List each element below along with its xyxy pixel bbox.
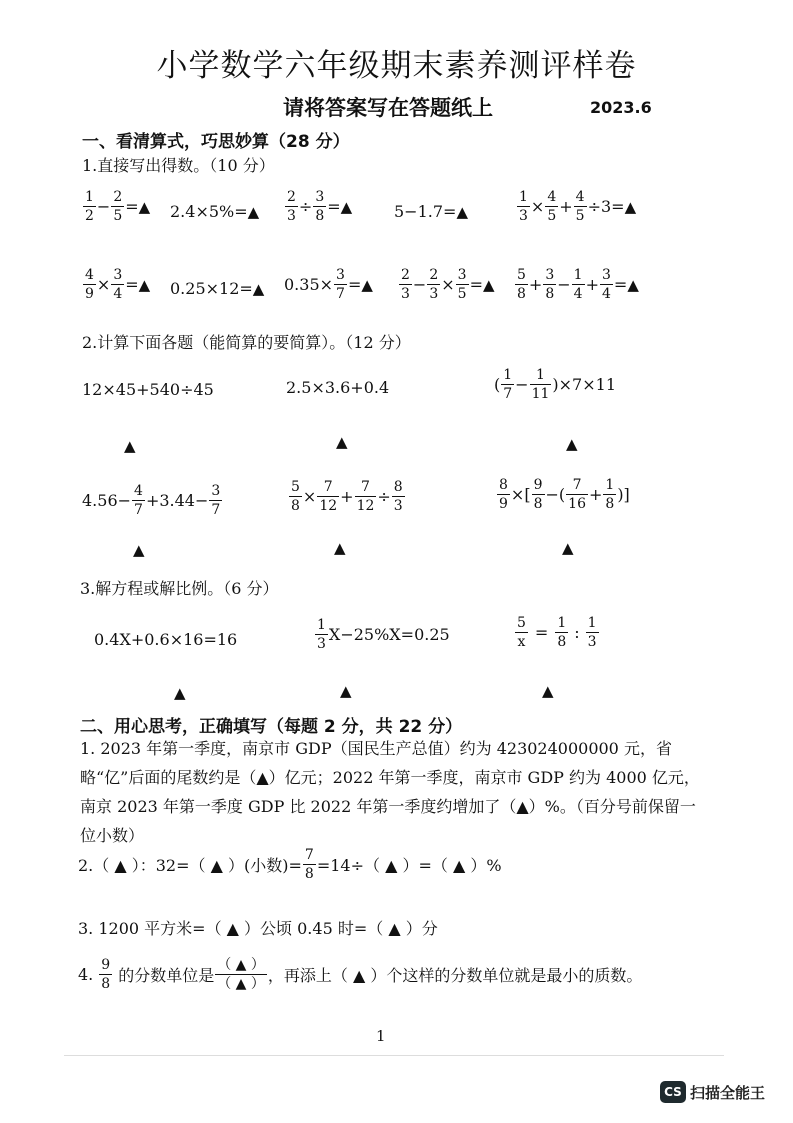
fraction: $\frac{7}{8}$ [304,847,314,882]
calc-6: $\frac{8}{9}$ ×[ $\frac{9}{8}$ −( $\frac{7}{16}$ + $\frac{1}{8}$ )] [499,477,630,512]
fraction: $\frac{7}{12}$ [356,479,375,514]
fraction: $\frac{1}{2}$ [85,189,94,224]
fraction: $\frac{2}{5}$ [113,189,123,224]
fraction: $\frac{1}{8}$ [605,477,615,512]
expr-8: 0.35× $\frac{3}{7}$ = ▲ [284,267,373,302]
answer-triangle: ▲ [124,437,136,455]
fraction: $\frac{5}{8}$ [517,267,526,302]
calc-4: 4.56− $\frac{4}{7}$ +3.44− $\frac{3}{7}$ [82,483,221,518]
expr-5: $\frac{1}{3}$ × $\frac{4}{5}$ + $\frac{4}{5}$ ÷3= ▲ [519,189,637,224]
answer-triangle: ▲ [624,197,637,216]
exam-date: 2023.6 [590,98,652,117]
expr-6: $\frac{4}{9}$ × $\frac{3}{4}$ = ▲ [85,267,151,302]
camscanner-logo-icon: CS [660,1081,686,1103]
q3-title: 3.解方程或解比例。（6 分） [80,579,279,598]
answer-triangle: ▲ [247,202,260,221]
calc-2: 2.5×3.6+0.4 [286,378,390,397]
fraction: $\frac{4}{7}$ [134,483,143,518]
section1-heading: 一、看清算式，巧思妙算（28 分） [82,132,350,152]
fraction: $\frac{3}{7}$ [211,483,221,518]
answer-triangle: ▲ [138,197,151,216]
fraction: $\frac{2}{3}$ [401,267,410,302]
fraction: $\frac{3}{8}$ [545,267,555,302]
fraction: $\frac{9}{8}$ [533,477,543,512]
fraction: $\frac{4}{9}$ [85,267,94,302]
expr-3: $\frac{2}{3}$ ÷ $\frac{3}{8}$ = ▲ [287,189,353,224]
blank-fraction: $\frac{( ▲ )}{( ▲ )}$ [217,957,265,992]
answer-triangle: ▲ [456,202,468,221]
answer-triangle: ▲ [138,275,151,294]
answer-triangle: ▲ [361,275,373,294]
fill-question-1: 1. 2023 年第一季度，南京市 GDP（国民生产总值）约为 423024000000 元，省略“亿”后面的尾数约是（▲）亿元；2022 年第一季度，南京市 GDP 约为 4000 亿元，南京 2023 年第一季度 GDP 比 2022 年第一季度约增加了（▲）%。（百分号前保留一位小数） [80,739,700,845]
answer-triangle: ▲ [252,279,265,298]
fraction: $\frac{5}{8}$ [291,479,300,514]
fraction: $\frac{9}{8}$ [101,957,111,992]
expr-4: 5−1.7= ▲ [394,202,468,221]
section2-heading: 二、用心思考，正确填写（每题 2 分，共 22 分） [80,717,463,737]
expr-10: $\frac{5}{8}$ + $\frac{3}{8}$ − $\frac{1}{4}$ + $\frac{3}{4}$ = ▲ [517,267,639,302]
fraction: $\frac{1}{4}$ [573,267,583,302]
calc-3: ( $\frac{1}{7}$ − $\frac{1}{11}$ )×7×11 [494,367,616,402]
fraction: $\frac{7}{16}$ [568,477,586,512]
answer-triangle: ▲ [340,197,353,216]
answer-triangle: ▲ [542,682,554,700]
calc-1: 12×45+540÷45 [82,380,214,399]
expr-9: $\frac{2}{3}$ − $\frac{2}{3}$ × $\frac{3}{5}$ = ▲ [401,267,495,302]
q2-title: 2.计算下面各题（能简算的要简算）。（12 分） [82,333,411,352]
fraction: $\frac{4}{5}$ [547,189,557,224]
fraction: $\frac{1}{3}$ [317,617,326,652]
footer-divider [64,1055,724,1056]
fraction: $\frac{1}{7}$ [503,367,513,402]
answer-triangle: ▲ [562,539,574,557]
calc-5: $\frac{5}{8}$ × $\frac{7}{12}$ + $\frac{7}{12}$ ÷ $\frac{8}{3}$ [291,479,403,514]
fraction: $\frac{8}{3}$ [393,479,403,514]
expr-1: $\frac{1}{2}$ − $\frac{2}{5}$ = ▲ [85,189,151,224]
fraction: $\frac{2}{3}$ [429,267,439,302]
fraction: $\frac{5}{x}$ [517,615,526,650]
q1-title: 1.直接写出得数。（10 分） [82,156,275,175]
fraction: $\frac{3}{8}$ [315,189,325,224]
expr-7: 0.25×12= ▲ [170,279,265,298]
answer-triangle: ▲ [482,275,495,294]
answer-triangle: ▲ [340,682,352,700]
equation-2: $\frac{1}{3}$ X−25%X=0.25 [317,617,450,652]
fraction: $\frac{2}{3}$ [287,189,296,224]
answer-triangle: ▲ [566,435,578,453]
proportion-1: $\frac{5}{x}$ = $\frac{1}{8}$ : $\frac{1}{3}$ [517,615,597,650]
fraction: $\frac{7}{12}$ [319,479,338,514]
answer-triangle: ▲ [336,433,348,451]
fill-question-3: 3. 1200 平方米=（ ▲ ）公顷 0.45 时=（ ▲ ）分 [78,919,438,938]
page-title: 小学数学六年级期末素养测评样卷 [156,48,637,84]
fraction: $\frac{8}{9}$ [499,477,508,512]
fraction: $\frac{4}{5}$ [575,189,585,224]
answer-triangle: ▲ [334,539,346,557]
watermark-brand: 扫描全能王 [690,1084,766,1102]
page-number: 1 [376,1027,386,1045]
answer-triangle: ▲ [133,541,145,559]
fraction: $\frac{1}{3}$ [587,615,597,650]
answer-triangle: ▲ [174,684,186,702]
expr-2: 2.4×5%= ▲ [170,202,260,221]
answer-triangle: ▲ [627,275,639,294]
fraction: $\frac{3}{4}$ [601,267,611,302]
fill-question-2: 2.（ ▲ ）：32=（ ▲ ）(小数)= $\frac{7}{8}$ =14÷（ ▲ ）=（ ▲ ）% [78,847,502,882]
fraction: $\frac{3}{5}$ [457,267,467,302]
fraction: $\frac{3}{7}$ [336,267,345,302]
instruction-subtitle: 请将答案写在答题纸上 [283,96,493,120]
equation-1: 0.4X+0.6×16=16 [94,630,238,649]
fraction: $\frac{3}{4}$ [113,267,123,302]
fraction: $\frac{1}{3}$ [519,189,528,224]
fill-question-4: 4. $\frac{9}{8}$ 的分数单位是 $\frac{( ▲ )}{( ▲ )}$ ，再添上（ ▲ ）个这样的分数单位就是最小的质数。 [78,957,643,992]
fraction: $\frac{1}{11}$ [531,367,550,402]
fraction: $\frac{1}{8}$ [557,615,567,650]
